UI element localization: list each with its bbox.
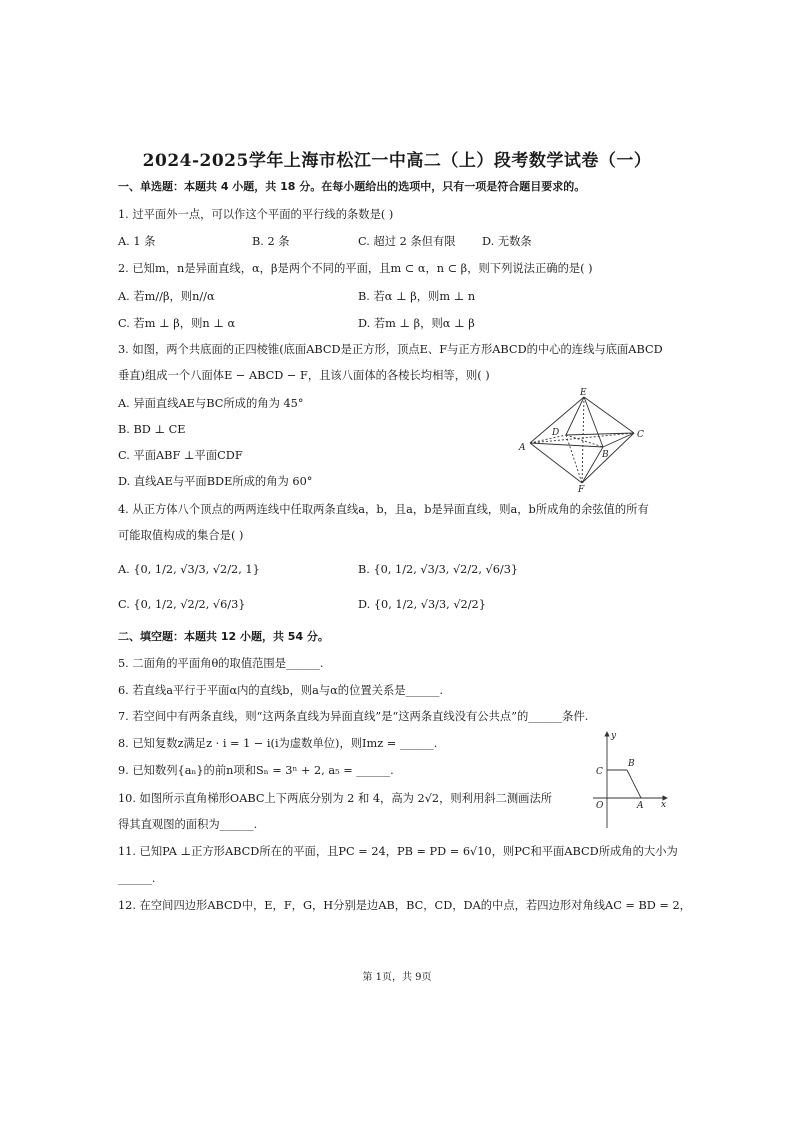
q1-option-c: C. 超过 2 条但有限 — [358, 235, 456, 248]
question-11-line-2: ______. — [118, 872, 156, 885]
label-f: F — [578, 485, 585, 495]
label-a: A — [519, 443, 526, 453]
q3-option-d: D. 直线AE与平面BDE所成的角为 60° — [118, 475, 313, 488]
question-7: 7. 若空间中有两条直线，则“这两条直线为异面直线”是“这两条直线没有公共点”的______条件. — [118, 710, 589, 723]
question-6: 6. 若直线a平行于平面α内的直线b，则a与α的位置关系是______. — [118, 684, 444, 697]
octahedron-figure — [510, 385, 660, 495]
label-x: x — [661, 800, 667, 810]
page-footer: 第 1页，共 9页 — [362, 972, 432, 983]
q4-option-a: A. {0, 1/2, √3/3, √2/2, 1} — [118, 563, 260, 576]
question-4-stem-line-2: 可能取值构成的集合是( ) — [118, 529, 244, 542]
q3-option-a: A. 异面直线AE与BC所成的角为 45° — [118, 397, 304, 410]
question-10-line-1: 10. 如图所示直角梯形OABC上下两底分别为 2 和 4，高为 2√2，则利用斜二测画法所 — [118, 792, 553, 805]
q2-option-a: A. 若m//β，则n//α — [118, 290, 215, 303]
page-title: 2024-2025学年上海市松江一中高二（上）段考数学试卷（一） — [142, 151, 652, 171]
label-e: E — [580, 388, 587, 398]
q2-option-b: B. 若α ⊥ β，则m ⊥ n — [358, 290, 476, 303]
q1-option-b: B. 2 条 — [252, 235, 290, 248]
label-d: D — [552, 428, 560, 438]
q4-option-d: D. {0, 1/2, √3/3, √2/2} — [358, 598, 486, 611]
label-b: B — [602, 450, 609, 460]
q4-option-c: C. {0, 1/2, √2/2, √6/3} — [118, 598, 246, 611]
question-3-stem-line-1: 3. 如图，两个共底面的正四棱锥(底面ABCD是正方形，顶点E、F与正方形ABCD的中心的连线与底面ABCD — [118, 343, 663, 356]
question-10-line-2: 得其直观图的面积为______. — [118, 818, 258, 831]
label-a-axis: A — [637, 801, 644, 811]
section-1-heading: 一、单选题：本题共 4 小题，共 18 分。在每小题给出的选项中，只有一项是符合题目要求的。 — [118, 180, 586, 193]
question-11-line-1: 11. 已知PA ⊥正方形ABCD所在的平面，且PC = 24，PB = PD = 6√10，则PC和平面ABCD所成角的大小为 — [118, 845, 678, 858]
section-2-heading: 二、填空题：本题共 12 小题，共 54 分。 — [118, 630, 329, 643]
q1-option-d: D. 无数条 — [482, 235, 532, 248]
q3-option-c: C. 平面ABF ⊥平面CDF — [118, 449, 243, 462]
q2-option-d: D. 若m ⊥ β，则α ⊥ β — [358, 317, 475, 330]
q4-option-b: B. {0, 1/2, √3/3, √2/2, √6/3} — [358, 563, 519, 576]
label-b-axis: B — [628, 759, 635, 769]
question-4-stem-line-1: 4. 从正方体八个顶点的两两连线中任取两条直线a，b，且a，b是异面直线，则a，b所成角的余弦值的所有 — [118, 503, 649, 516]
question-1-stem: 1. 过平面外一点，可以作这个平面的平行线的条数是( ) — [118, 208, 394, 221]
q1-option-a: A. 1 条 — [118, 235, 156, 248]
question-2-stem: 2. 已知m，n是异面直线，α，β是两个不同的平面，且m ⊂ α，n ⊂ β，则下列说法正确的是( ) — [118, 262, 593, 275]
label-c: C — [637, 430, 644, 440]
question-12: 12. 在空间四边形ABCD中，E，F，G，H分别是边AB，BC，CD，DA的中点，若四边形对角线AC = BD = 2， — [118, 899, 691, 912]
question-8: 8. 已知复数z满足z · i = 1 − i(i为虚数单位)，则Imz = ______. — [118, 737, 438, 750]
label-o: O — [596, 801, 604, 811]
question-5: 5. 二面角的平面角θ的取值范围是______. — [118, 657, 324, 670]
label-c-axis: C — [596, 767, 603, 777]
question-9: 9. 已知数列{aₙ}的前n项和Sₙ = 3ⁿ + 2, a₅ = ______. — [118, 764, 394, 777]
trapezoid-figure — [585, 728, 675, 830]
question-3-stem-line-2: 垂直)组成一个八面体E − ABCD − F，且该八面体的各棱长均相等，则( ) — [118, 369, 490, 382]
q2-option-c: C. 若m ⊥ β，则n ⊥ α — [118, 317, 236, 330]
label-y: y — [611, 731, 617, 741]
q3-option-b: B. BD ⊥ CE — [118, 423, 186, 436]
